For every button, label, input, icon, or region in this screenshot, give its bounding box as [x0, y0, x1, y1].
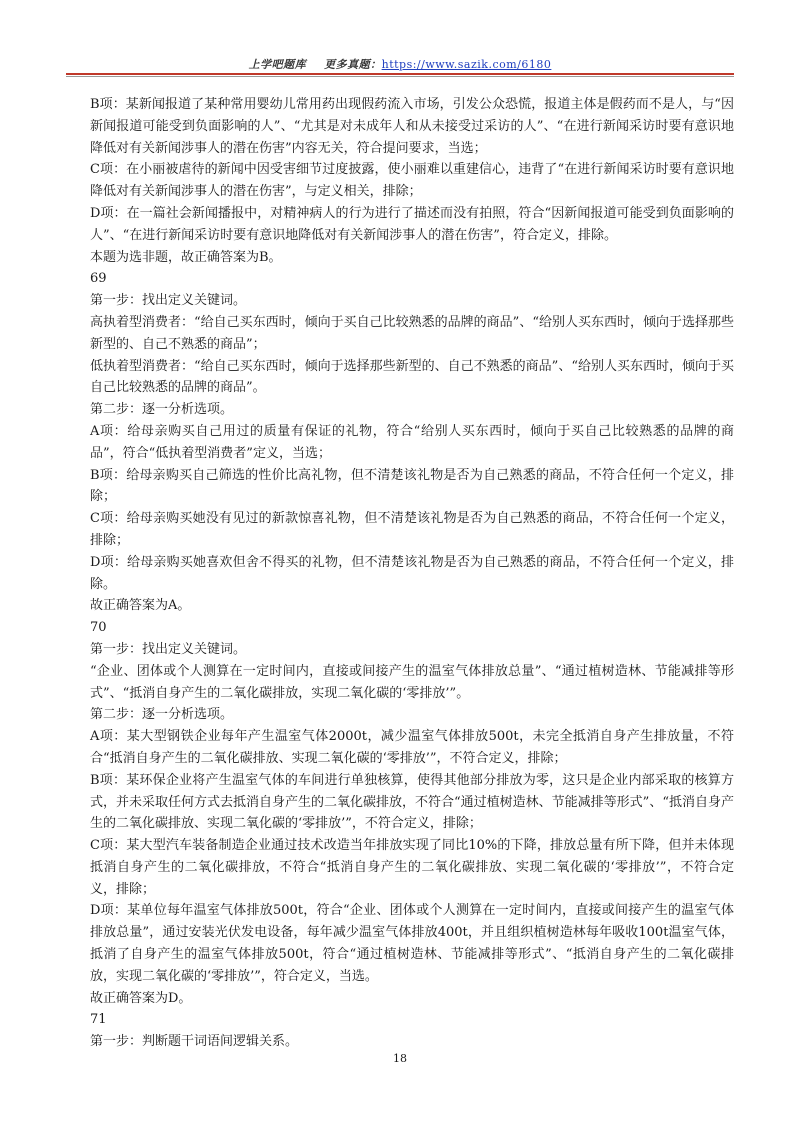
header-rule-red [66, 73, 734, 75]
paragraph: 故正确答案为A。 [90, 598, 191, 614]
paragraph: A项：某大型钢铁企业每年产生温室气体2000t，减少温室气体排放500t，未完全抵消自身产生排放量，不符合“抵消自身产生的二氧化碳排放、实现二氧化碳的‘零排放’”，不符合定义，排除； [90, 729, 734, 766]
paragraph: 第一步：判断题干词语间逻辑关系。 [90, 1034, 299, 1050]
question-number: 71 [90, 1012, 107, 1028]
paragraph: A项：给母亲购买自己用过的质量有保证的礼物，符合“给别人买东西时，倾向于买自己比较熟悉的品牌的商品”，符合“低执着型消费者”定义，当选； [90, 423, 734, 461]
paragraph: 第一步：找出定义关键词。 [90, 293, 247, 309]
paragraph: 低执着型消费者：“给自己买东西时，倾向于选择那些新型的、自己不熟悉的商品”、“给别人买东西时，倾向于买自己比较熟悉的品牌的商品”。 [90, 358, 734, 396]
paragraph: B项：某环保企业将产生温室气体的车间进行单独核算，使得其他部分排放为零，这只是企业内部采取的核算方式，并未采取任何方式去抵消自身产生的二氧化碳排放，不符合“通过植树造林、节能减排等形式”、“抵消自身产生的二氧化碳排放、实现二氧化碳的‘零排放’”，不符合定义，排除； [90, 772, 734, 832]
header-rule-gray [66, 76, 734, 77]
paragraph: 故正确答案为D。 [90, 990, 192, 1006]
header-url-link[interactable]: https://www.sazik.com/6180 [381, 58, 552, 71]
paragraph: D项：某单位每年温室气体排放500t，符合“企业、团体或个人测算在一定时间内，直接或间接产生的温室气体排放总量”，通过安装光伏发电设备，每年减少温室气体排放400t，并且组织植树造林每年吸收100t温室气体，抵消了自身产生的温室气体排放500t，符合“通过植树造林、节能减排等形式”、“抵消自身产生的二氧化碳排放，实现二氧化碳的‘零排放’”，符合定义，当选。 [90, 903, 734, 984]
header-label: 更多真题： [324, 58, 382, 71]
paragraph: 第二步：逐一分析选项。 [90, 707, 234, 723]
paragraph: D项：在一篇社会新闻播报中，对精神病人的行为进行了描述而没有拍照，符合“因新闻报道可能受到负面影响的人”、“在进行新闻采访时要有意识地降低对有关新闻涉事人的潜在伤害”，符合定义，排除。 [90, 205, 734, 243]
paragraph: 本题为选非题，故正确答案为B。 [90, 249, 282, 265]
paragraph: B项：给母亲购买自己筛选的性价比高礼物，但不清楚该礼物是否为自己熟悉的商品，不符合任何一个定义，排除； [90, 467, 734, 505]
paragraph: 第二步：逐一分析选项。 [90, 402, 234, 418]
document-body [90, 94, 734, 1053]
question-number: 69 [90, 271, 107, 287]
header-brand: 上学吧题库 [248, 58, 307, 71]
paragraph: D项：给母亲购买她喜欢但舍不得买的礼物，但不清楚该礼物是否为自己熟悉的商品，不符合任何一个定义，排除。 [90, 554, 734, 592]
question-number: 70 [90, 620, 107, 636]
paragraph: 高执着型消费者：“给自己买东西时，倾向于买自己比较熟悉的品牌的商品”、“给别人买东西时，倾向于选择那些新型的、自己不熟悉的商品”； [90, 314, 734, 352]
paragraph: C项：给母亲购买她没有见过的新款惊喜礼物，但不清楚该礼物是否为自己熟悉的商品，不符合任何一个定义，排除； [90, 511, 734, 548]
paragraph: C项：在小丽被虐待的新闻中因受害细节过度披露，使小丽难以重建信心，违背了“在进行新闻采访时要有意识地降低对有关新闻涉事人的潜在伤害”，与定义相关，排除； [90, 162, 734, 200]
paragraph: C项：某大型汽车装备制造企业通过技术改造当年排放实现了同比10%的下降，排放总量有所下降，但并未体现抵消自身产生的二氧化碳排放，不符合“抵消自身产生的二氧化碳排放、实现二氧化碳的‘零排放’”，不符合定义，排除； [90, 838, 734, 897]
paragraph: “企业、团体或个人测算在一定时间内，直接或间接产生的温室气体排放总量”、“通过植树造林、节能减排等形式”、“抵消自身产生的二氧化碳排放，实现二氧化碳的‘零排放’”。 [90, 663, 734, 701]
paragraph: 第一步：找出定义关键词。 [90, 641, 247, 657]
page-header [0, 56, 800, 72]
page-number: 18 [393, 1052, 407, 1065]
paragraph: B项：某新闻报道了某种常用婴幼儿常用药出现假药流入市场，引发公众恐慌，报道主体是假药而不是人，与“因新闻报道可能受到负面影响的人”、“尤其是对未成年人和从未接受过采访的人”、“在进行新闻采访时要有意识地降低对有关新闻涉事人的潜在伤害”内容无关，符合提问要求，当选； [90, 97, 734, 156]
